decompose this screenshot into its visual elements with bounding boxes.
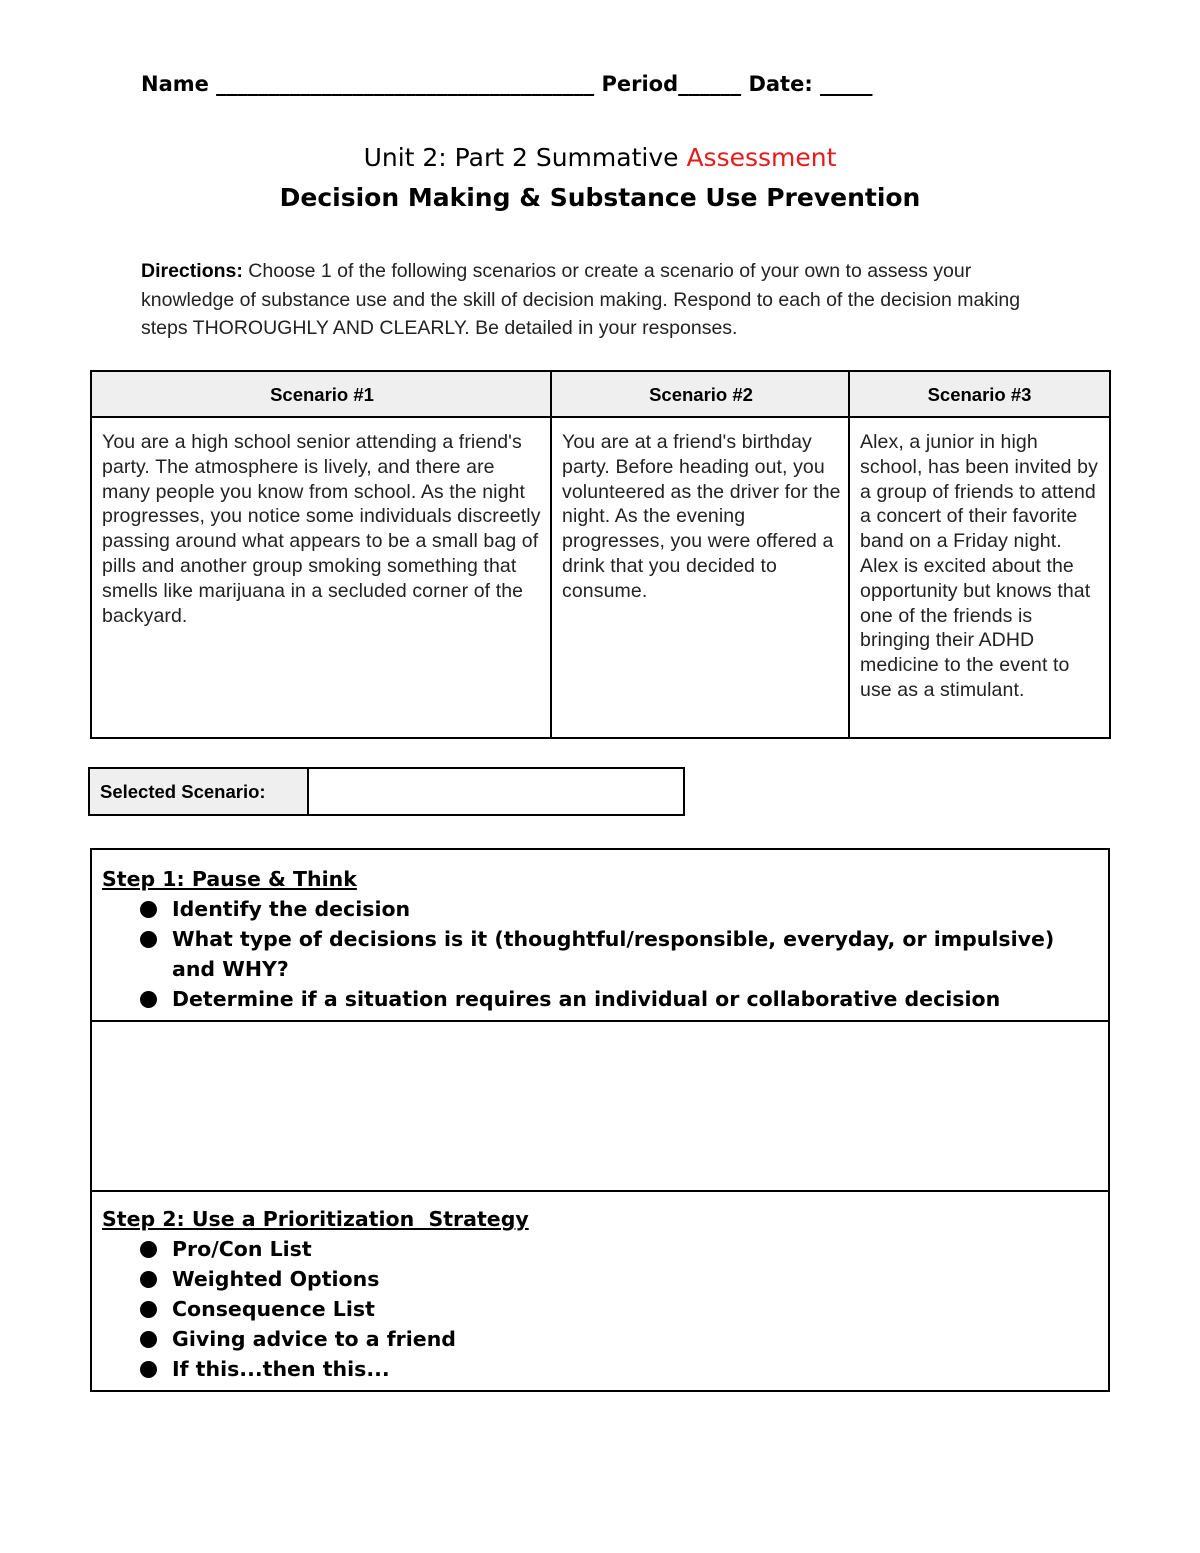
directions-label: Directions:	[141, 260, 243, 282]
list-item	[102, 1264, 1098, 1294]
list-item	[102, 1324, 1098, 1354]
bullet-icon	[140, 1301, 157, 1318]
list-item	[102, 894, 1098, 924]
name-period-date-line: Name ____________________________________ Period______ Date: _____	[141, 72, 873, 96]
selected-scenario-row	[88, 767, 685, 816]
step-1-block	[102, 864, 1098, 1014]
step-2-block	[102, 1204, 1098, 1384]
bullet-icon	[140, 901, 157, 918]
bullet-text: Pro/Con List	[172, 1237, 312, 1261]
title-prefix: Unit 2: Part 2 Summative	[363, 143, 687, 172]
column-divider	[550, 372, 552, 737]
scenario-1-header: Scenario #1	[92, 372, 552, 418]
selected-scenario-label: Selected Scenario:	[90, 769, 307, 814]
step-1-bullets	[102, 894, 1098, 1014]
list-item	[102, 1234, 1098, 1264]
title-highlight: Assessment	[686, 143, 837, 172]
bullet-icon	[140, 1241, 157, 1258]
bullet-icon	[140, 1361, 157, 1378]
step-2-title: Step 2: Use a Prioritization Strategy	[102, 1207, 529, 1231]
scenario-table	[90, 370, 1111, 739]
bullet-icon	[140, 931, 157, 948]
selected-scenario-field[interactable]	[309, 769, 683, 814]
column-divider	[848, 372, 850, 737]
page-title	[0, 143, 1200, 172]
list-item	[102, 924, 1098, 984]
bullet-icon	[140, 991, 157, 1008]
list-item	[102, 1294, 1098, 1324]
scenario-3-header: Scenario #3	[850, 372, 1109, 418]
list-item	[102, 1354, 1098, 1384]
step-2-bullets	[102, 1234, 1098, 1384]
bullet-text: Weighted Options	[172, 1267, 380, 1291]
bullet-text: Identify the decision	[172, 897, 411, 921]
scenario-2-header: Scenario #2	[552, 372, 850, 418]
steps-table	[90, 848, 1110, 1392]
scenario-2-text: You are at a friend's birthday party. Before heading out, you volunteered as the driver for the night. As the evening progresses, you were offered a drink that you decided to consume.	[562, 431, 841, 602]
directions-text: Choose 1 of the following scenarios or create a scenario of your own to assess your knowledge of substance use and the skill of decision making. Respond to each of the decision making steps THOROUGHLY AND CLEARLY. Be detailed in your responses.	[141, 260, 1021, 339]
page-subtitle: Decision Making & Substance Use Prevention	[279, 183, 921, 212]
bullet-text: What type of decisions is it (thoughtful/responsible, everyday, or impulsive) and WHY?	[172, 927, 1055, 981]
step-1-answer-area[interactable]	[92, 1024, 1108, 1190]
row-divider	[92, 1020, 1108, 1022]
bullet-text: Giving advice to a friend	[172, 1327, 456, 1351]
scenario-3-text: Alex, a junior in high school, has been invited by a group of friends to attend a concert of their favorite band on a Friday night. Alex is excited about the opportunity but knows that one of the friends is bringing their ADHD medicine to the event to use as a stimulant.	[860, 431, 1098, 701]
bullet-icon	[140, 1331, 157, 1348]
bullet-icon	[140, 1271, 157, 1288]
bullet-text: If this...then this...	[172, 1357, 390, 1381]
directions-paragraph	[141, 257, 1041, 343]
row-divider	[92, 1190, 1108, 1192]
bullet-text: Determine if a situation requires an individual or collaborative decision	[172, 987, 1001, 1011]
step-1-title: Step 1: Pause & Think	[102, 867, 357, 891]
bullet-text: Consequence List	[172, 1297, 375, 1321]
scenario-1-text: You are a high school senior attending a friend's party. The atmosphere is lively, and there are many people you know from school. As the night progresses, you notice some individuals discreetly passing around what appears to be a small bag of pills and another group smoking something that smells like marijuana in a secluded corner of the backyard.	[102, 431, 541, 627]
list-item	[102, 984, 1098, 1014]
